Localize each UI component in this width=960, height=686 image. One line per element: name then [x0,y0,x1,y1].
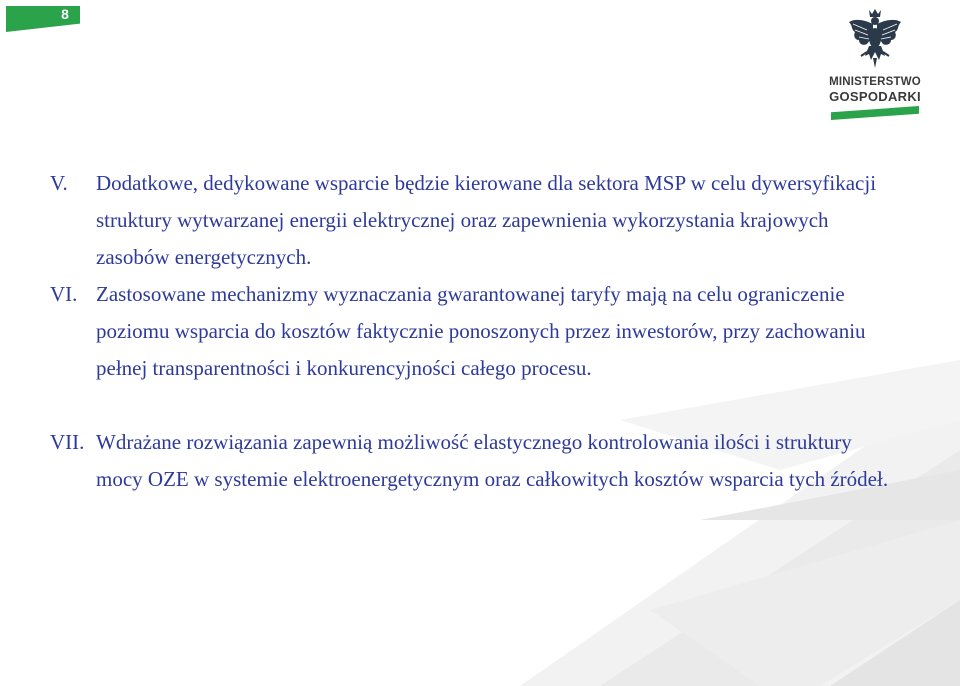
list-item-number: VII. [50,430,85,454]
page-number: 8 [61,6,69,22]
list-item-text: Dodatkowe, dedykowane wsparcie będzie kierowane dla sektora MSP w celu dywersyfikacji struktury wytwarzanej energii elektrycznej oraz zapewnienia wykorzystania krajowych zasobów energetycznych. [96,171,877,269]
logo-text-ministerstwo: MINISTERSTWO [829,76,921,88]
list-item-number: V. [50,171,68,195]
list-item-text: Wdrażane rozwiązania zapewnią możliwość elastycznego kontrolowania ilości i struktury mocy OZE w systemie elektroenergetycznym oraz całkowitych kosztów wsparcia tych źródeł. [96,430,889,491]
list-item-number: VI. [50,282,78,306]
list-item-text: Zastosowane mechanizmy wyznaczania gwarantowanej taryfy mają na celu ograniczenie poziomu wsparcia do kosztów faktycznie ponoszonych przez inwestorów, przy zachowaniu pełnej transparentności i konkurencyjności całego procesu. [96,282,866,380]
logo-text-gospodarki: GOSPODARKI [829,89,921,104]
